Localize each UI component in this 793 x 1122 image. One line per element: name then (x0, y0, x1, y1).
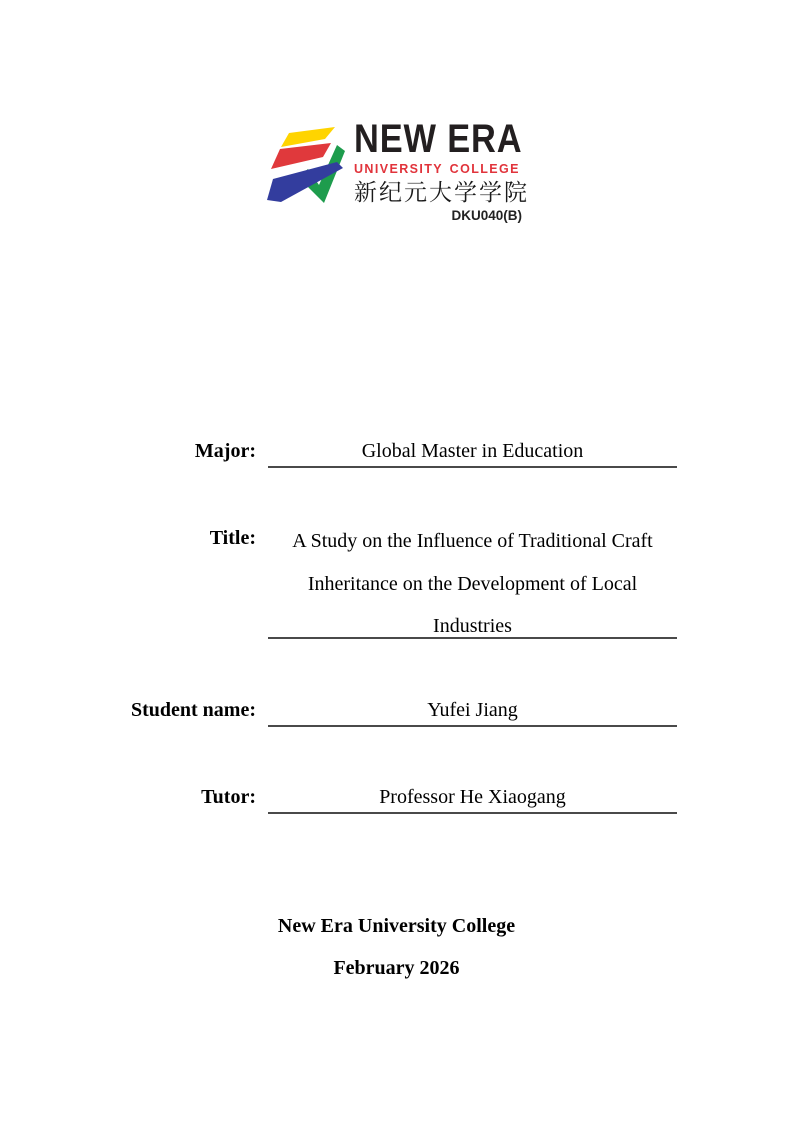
title-line-3: Industries (433, 615, 512, 637)
logo-wordmark: NEW ERA (354, 117, 523, 161)
tutor-label: Tutor: (201, 786, 256, 808)
title-label: Title: (209, 527, 256, 549)
major-label: Major: (194, 440, 256, 462)
logo-subtitle: UNIVERSITY COLLEGE (354, 162, 520, 176)
title-line-1: A Study on the Influence of Traditional Craft (292, 530, 653, 552)
footer-date: February 2026 (333, 957, 460, 979)
title-value (268, 520, 677, 639)
new-era-logo-mark-icon (267, 121, 347, 209)
title-line-2: Inheritance on the Development of Local (307, 572, 638, 595)
student-name-value: Yufei Jiang (268, 699, 677, 727)
logo-chinese-name: 新纪元大学学院 (354, 180, 529, 205)
student-name-label: Student name: (130, 699, 256, 721)
logo-text-block (354, 117, 529, 223)
university-logo (267, 117, 529, 223)
tutor-value: Professor He Xiaogang (268, 786, 677, 814)
logo-red-ribbon (271, 143, 331, 169)
footer-institution: New Era University College (277, 915, 516, 937)
logo-code: DKU040(B) (451, 208, 522, 223)
major-value: Global Master in Education (268, 440, 677, 468)
